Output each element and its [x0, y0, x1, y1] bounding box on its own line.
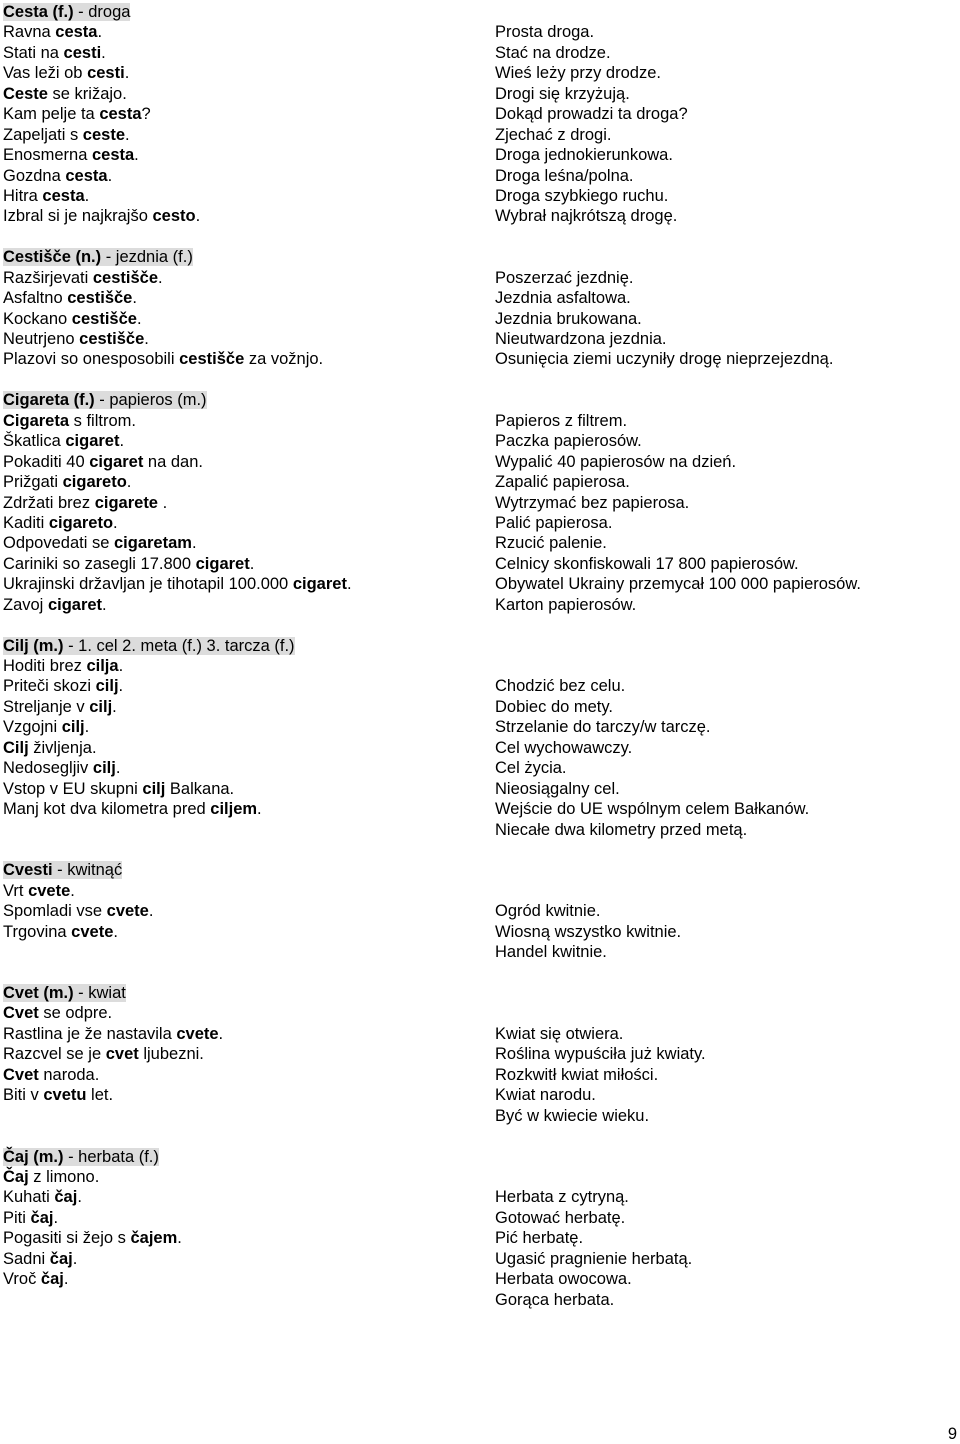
text-run: se odpre.	[38, 1004, 113, 1023]
text-run: .	[132, 289, 137, 308]
polish-column	[492, 1147, 960, 1311]
headword-term: čaj	[30, 1208, 54, 1227]
slovene-column	[0, 860, 492, 962]
headword-term: cilj	[61, 718, 85, 737]
translation-spacer	[495, 881, 960, 901]
polish-translation: Handel kwitnie.	[495, 943, 607, 962]
text-run: Ukrajinski državljan je tihotapil 100.000	[3, 575, 293, 594]
polish-translation: Dobiec do mety.	[495, 697, 613, 716]
polish-translation: Droga jednokierunkowa.	[495, 146, 673, 165]
text-run: Plazovi so onesposobili	[3, 350, 180, 369]
example-sentence	[3, 125, 492, 145]
text-run: .	[63, 1270, 69, 1289]
polish-translation: Wytrzymać bez papierosa.	[495, 493, 690, 512]
polish-translation: Niecałe dwa kilometry przed metą.	[495, 820, 748, 839]
entry-heading	[3, 2, 492, 22]
example-sentence	[3, 574, 492, 594]
example-sentence	[3, 1269, 492, 1289]
polish-translation: Droga leśna/polna.	[495, 166, 634, 185]
example-sentence	[3, 901, 492, 921]
text-run: .	[119, 432, 125, 451]
dictionary-entry	[0, 860, 960, 962]
example-sentence	[3, 595, 492, 615]
headword-term: Cigareta (f.)	[3, 391, 95, 410]
example-sentence	[3, 104, 492, 124]
headword-term: Čaj	[3, 1167, 29, 1186]
text-run: Kuhati	[3, 1188, 55, 1207]
headword-term: Cilj	[3, 738, 29, 757]
text-run: - herbata (f.)	[63, 1147, 159, 1166]
text-run: Priteči skozi	[3, 677, 96, 696]
translation-spacer	[495, 2, 960, 22]
text-run: Vas leži ob	[3, 64, 88, 83]
text-run: Manj kot dva kilometra pred	[3, 800, 211, 819]
headword-term: cigaretam	[114, 534, 192, 553]
text-run: let.	[86, 1086, 114, 1105]
dictionary-entry	[0, 390, 960, 615]
slovene-column	[0, 2, 492, 227]
example-sentence	[3, 349, 492, 369]
heading-highlight	[3, 984, 126, 1002]
text-run: Spomladi vse	[3, 902, 107, 921]
polish-translation: Kwiat narodu.	[495, 1086, 596, 1105]
text-run: Sadni	[3, 1249, 50, 1268]
example-sentence	[3, 84, 492, 104]
text-run: Zavoj	[3, 595, 48, 614]
polish-translation: Wiosną wszystko kwitnie.	[495, 922, 682, 941]
text-run: Razcvel se je	[3, 1045, 106, 1064]
text-run: Kaditi	[3, 513, 49, 532]
polish-translation: Roślina wypuściła już kwiaty.	[495, 1045, 706, 1064]
text-run: .	[126, 473, 132, 492]
example-sentence	[3, 186, 492, 206]
example-sentence	[3, 1167, 492, 1187]
text-run: Gozdna	[3, 166, 66, 185]
headword-term: cilj	[89, 697, 113, 716]
text-run: .	[113, 513, 118, 532]
headword-term: ciljem	[210, 800, 258, 819]
headword-term: Cvet	[3, 1004, 39, 1023]
text-run: .	[144, 330, 149, 348]
example-sentence	[3, 1065, 492, 1085]
text-run: se križajo.	[47, 84, 127, 103]
polish-column	[492, 2, 960, 227]
heading-highlight	[3, 248, 193, 266]
headword-term: cilj	[95, 677, 119, 696]
example-sentence	[3, 63, 492, 83]
text-run: .	[77, 1188, 82, 1207]
polish-translation: Cel życia.	[495, 759, 567, 778]
example-sentence	[3, 676, 492, 696]
example-sentence	[3, 513, 492, 533]
example-sentence	[3, 472, 492, 492]
text-run: - jezdnia (f.)	[101, 248, 193, 267]
dictionary-entry	[0, 247, 960, 370]
example-sentence	[3, 799, 492, 819]
translation-spacer	[495, 636, 960, 656]
headword-term: cestišče	[179, 350, 245, 369]
headword-term: Cvet (m.)	[3, 984, 74, 1002]
entry-heading	[3, 860, 492, 880]
heading-highlight	[3, 3, 130, 21]
polish-translation: Karton papierosów.	[495, 595, 637, 614]
example-sentence	[3, 554, 492, 574]
headword-term: Cvet	[3, 1065, 39, 1084]
example-sentence	[3, 493, 492, 513]
polish-column	[492, 983, 960, 1126]
text-run: Enosmerna	[3, 146, 92, 165]
text-run: .	[53, 1208, 59, 1227]
headword-term: cesta	[42, 186, 85, 205]
text-run: .	[118, 677, 124, 696]
text-run: .	[101, 43, 106, 62]
polish-translation: Papieros z filtrem.	[495, 411, 628, 430]
text-run: .	[113, 922, 118, 941]
text-run: Kam pelje ta	[3, 105, 100, 124]
text-run: - droga	[73, 3, 131, 21]
text-run: - kwiat	[73, 984, 126, 1002]
headword-term: Cilj (m.)	[3, 636, 64, 655]
text-run: .	[257, 800, 262, 819]
example-sentence	[3, 411, 492, 431]
text-run: Vstop v EU skupni	[3, 779, 143, 798]
text-run: .	[84, 718, 90, 737]
example-sentence	[3, 922, 492, 942]
text-run: Hoditi brez	[3, 657, 87, 675]
text-run: Škatlica	[3, 432, 66, 451]
polish-translation: Wypalić 40 papierosów na dzień.	[495, 452, 737, 471]
polish-translation: Jezdnia brukowana.	[495, 309, 642, 328]
polish-column	[492, 860, 960, 962]
polish-translation: Rozkwitł kwiat miłości.	[495, 1065, 659, 1084]
translation-spacer	[495, 1003, 960, 1023]
text-run: ?	[141, 105, 151, 124]
headword-term: cigaret	[292, 575, 347, 594]
headword-term: Čaj (m.)	[3, 1147, 64, 1166]
polish-translation: Zjechać z drogi.	[495, 125, 612, 144]
polish-translation: Prosta droga.	[495, 23, 595, 42]
headword-term: cvete	[71, 922, 114, 941]
polish-translation: Dokąd prowadzi ta droga?	[495, 105, 688, 124]
text-run: Stati na	[3, 43, 64, 62]
headword-term: cvete	[28, 881, 71, 900]
translation-spacer	[495, 247, 960, 267]
polish-translation: Osunięcia ziemi uczyniły drogę nieprzejezdną.	[495, 350, 834, 369]
polish-translation: Poszerzać jezdnię.	[495, 268, 634, 287]
example-sentence	[3, 758, 492, 778]
text-run: .	[158, 493, 168, 512]
polish-translation: Nieutwardzona jezdnia.	[495, 330, 667, 348]
headword-term: cestišče	[92, 268, 158, 287]
headword-term: cigaret	[195, 554, 250, 573]
text-run: Rastlina je že nastavila	[3, 1024, 177, 1043]
headword-term: cigareto	[62, 473, 127, 492]
text-run: .	[158, 268, 163, 287]
example-sentence	[3, 656, 492, 676]
slovene-column	[0, 390, 492, 615]
headword-term: cesto	[152, 207, 196, 226]
text-run: Vzgojni	[3, 718, 62, 737]
example-sentence	[3, 1187, 492, 1207]
dictionary-entry	[0, 983, 960, 1126]
polish-translation: Gorąca herbata.	[495, 1290, 615, 1309]
example-sentence	[3, 1085, 492, 1105]
headword-term: cesta	[65, 166, 108, 185]
headword-term: Cestišče (n.)	[3, 248, 102, 267]
translation-spacer	[495, 983, 960, 1003]
text-run: Prižgati	[3, 473, 63, 492]
headword-term: čaj	[54, 1188, 78, 1207]
example-sentence	[3, 22, 492, 42]
polish-translation: Droga szybkiego ruchu.	[495, 186, 669, 205]
text-run: .	[218, 1024, 224, 1043]
example-sentence	[3, 309, 492, 329]
text-run: .	[134, 146, 139, 165]
headword-term: cesti	[87, 64, 125, 83]
polish-translation: Obywatel Ukrainy przemycał 100 000 papierosów.	[495, 575, 861, 594]
example-sentence	[3, 779, 492, 799]
slovene-column	[0, 636, 492, 840]
polish-translation: Nieosiągalny cel.	[495, 779, 620, 798]
example-sentence	[3, 881, 492, 901]
text-run: - papieros (m.)	[94, 391, 207, 410]
text-run: naroda.	[38, 1065, 100, 1084]
translation-spacer	[495, 1147, 960, 1167]
polish-translation: Wieś leży przy drodze.	[495, 64, 661, 83]
example-sentence	[3, 206, 492, 226]
entry-heading	[3, 636, 492, 656]
entry-heading	[3, 247, 492, 267]
text-run: Pokaditi 40	[3, 452, 90, 471]
text-run: s filtrom.	[69, 411, 136, 430]
polish-translation: Pić herbatę.	[495, 1229, 584, 1248]
example-sentence	[3, 717, 492, 737]
headword-term: cigaret	[65, 432, 120, 451]
polish-translation: Palić papierosa.	[495, 513, 613, 532]
example-sentence	[3, 288, 492, 308]
example-sentence	[3, 452, 492, 472]
polish-translation: Być w kwiecie wieku.	[495, 1106, 650, 1125]
text-run: Cariniki so zasegli 17.800	[3, 554, 196, 573]
text-run: .	[136, 309, 142, 328]
text-run: Hitra	[3, 186, 43, 205]
headword-term: čajem	[130, 1229, 178, 1248]
dictionary-entry	[0, 1147, 960, 1311]
text-run: Pogasiti si žejo s	[3, 1229, 131, 1248]
text-run: Izbral si je najkrajšo	[3, 207, 153, 226]
example-sentence	[3, 1024, 492, 1044]
text-run: .	[118, 657, 124, 675]
translation-spacer	[495, 390, 960, 410]
entry-heading	[3, 983, 492, 1003]
polish-translation: Ogród kwitnie.	[495, 902, 601, 921]
headword-term: cestišče	[79, 330, 145, 348]
headword-term: cilj	[142, 779, 166, 798]
headword-term: cvete	[176, 1024, 219, 1043]
text-run: Zapeljati s	[3, 125, 83, 144]
translation-spacer	[495, 860, 960, 880]
text-run: .	[125, 125, 130, 144]
slovene-column	[0, 247, 492, 370]
headword-term: čaj	[40, 1270, 64, 1289]
text-run: Vrt	[3, 881, 29, 900]
text-run: Vroč	[3, 1270, 41, 1289]
text-run: Razširjevati	[3, 268, 93, 287]
headword-term: cilja	[86, 657, 119, 675]
polish-column	[492, 247, 960, 370]
text-run: Nedosegljiv	[3, 759, 93, 778]
headword-term: cestišče	[67, 289, 133, 308]
headword-term: čaj	[49, 1249, 73, 1268]
polish-translation: Drogi się krzyżują.	[495, 84, 630, 103]
example-sentence	[3, 43, 492, 63]
text-run: Asfaltno	[3, 289, 68, 308]
example-sentence	[3, 1208, 492, 1228]
text-run: - kwitnąć	[52, 861, 123, 880]
heading-highlight	[3, 1148, 159, 1166]
headword-term: cesta	[55, 23, 98, 42]
text-run: z limono.	[28, 1167, 100, 1186]
text-run: življenja.	[28, 738, 97, 757]
example-sentence	[3, 1228, 492, 1248]
headword-term: cesta	[91, 146, 135, 165]
text-run: .	[177, 1229, 182, 1248]
translation-spacer	[495, 656, 960, 676]
headword-term: cvetu	[43, 1086, 87, 1105]
polish-translation: Herbata z cytryną.	[495, 1188, 629, 1207]
example-sentence	[3, 431, 492, 451]
text-run: Biti v	[3, 1086, 44, 1105]
headword-term: ceste	[82, 125, 125, 144]
polish-translation: Wejście do UE wspólnym celem Bałkanów.	[495, 800, 810, 819]
heading-highlight	[3, 637, 295, 655]
text-run: .	[97, 23, 103, 42]
headword-term: Cvesti	[3, 861, 53, 880]
heading-highlight	[3, 861, 122, 879]
text-run: .	[72, 1249, 78, 1268]
example-sentence	[3, 697, 492, 717]
text-run: .	[148, 902, 154, 921]
polish-translation: Rzucić palenie.	[495, 534, 607, 553]
heading-highlight	[3, 391, 207, 409]
polish-translation: Wybrał najkrótszą drogę.	[495, 207, 678, 226]
text-run: .	[84, 186, 90, 205]
headword-term: Ceste	[3, 84, 48, 103]
text-run: Piti	[3, 1208, 31, 1227]
text-run: Kockano	[3, 309, 72, 328]
text-run: .	[346, 575, 352, 594]
example-sentence	[3, 145, 492, 165]
text-run: .	[70, 881, 75, 900]
headword-term: cesta	[99, 105, 142, 124]
headword-term: cigareto	[48, 513, 114, 532]
polish-column	[492, 390, 960, 615]
headword-term: cigaret	[89, 452, 144, 471]
polish-translation: Zapalić papierosa.	[495, 473, 630, 492]
entry-heading	[3, 1147, 492, 1167]
example-sentence	[3, 1003, 492, 1023]
page-number: 9	[947, 1425, 957, 1443]
polish-translation: Herbata owocowa.	[495, 1270, 632, 1289]
example-sentence	[3, 1249, 492, 1269]
example-sentence	[3, 533, 492, 553]
text-run: za vožnjo.	[244, 350, 324, 369]
polish-translation: Ugasić pragnienie herbatą.	[495, 1249, 693, 1268]
headword-term: cesti	[63, 43, 102, 62]
text-run: .	[191, 534, 197, 553]
polish-translation: Stać na drodze.	[495, 43, 611, 62]
example-sentence	[3, 329, 492, 349]
slovene-column	[0, 983, 492, 1126]
example-sentence	[3, 738, 492, 758]
dictionary-entry	[0, 636, 960, 840]
text-run: Trgovina	[3, 922, 72, 941]
slovene-column	[0, 1147, 492, 1311]
text-run: .	[112, 697, 117, 716]
polish-translation: Gotować herbatę.	[495, 1208, 626, 1227]
text-run: .	[107, 166, 113, 185]
headword-term: cigarete	[94, 493, 158, 512]
headword-term: cigaret	[47, 595, 103, 614]
polish-column	[492, 636, 960, 840]
polish-translation: Celnicy skonfiskowali 17 800 papierosów.	[495, 554, 799, 573]
text-run: ljubezni.	[138, 1045, 204, 1064]
text-run: Neutrjeno	[3, 330, 80, 348]
text-run: .	[249, 554, 255, 573]
translation-spacer	[495, 1167, 960, 1187]
text-run: Streljanje v	[3, 697, 90, 716]
text-run: .	[195, 207, 201, 226]
dictionary-entry	[0, 2, 960, 227]
text-run: Zdržati brez	[3, 493, 95, 512]
headword-term: cvet	[105, 1045, 139, 1064]
text-run: Odpovedati se	[3, 534, 114, 553]
headword-term: Cigareta	[3, 411, 70, 430]
headword-term: cilj	[92, 759, 116, 778]
text-run: na dan.	[143, 452, 203, 471]
polish-translation: Strzelanie do tarczy/w tarczę.	[495, 718, 711, 737]
text-run: Ravna	[3, 23, 56, 42]
example-sentence	[3, 166, 492, 186]
text-run: Balkana.	[165, 779, 235, 798]
entry-heading	[3, 390, 492, 410]
text-run: .	[115, 759, 121, 778]
headword-term: cestišče	[71, 309, 137, 328]
text-run: - 1. cel 2. meta (f.) 3. tarcza (f.)	[63, 636, 295, 655]
headword-term: cvete	[106, 902, 149, 921]
polish-translation: Kwiat się otwiera.	[495, 1024, 624, 1043]
polish-translation: Jezdnia asfaltowa.	[495, 289, 631, 308]
polish-translation: Paczka papierosów.	[495, 432, 642, 451]
polish-translation: Cel wychowawczy.	[495, 738, 633, 757]
text-run: .	[124, 64, 130, 83]
example-sentence	[3, 1044, 492, 1064]
example-sentence	[3, 268, 492, 288]
polish-translation: Chodzić bez celu.	[495, 677, 626, 696]
text-run: .	[102, 595, 107, 614]
headword-term: Cesta (f.)	[3, 3, 74, 21]
